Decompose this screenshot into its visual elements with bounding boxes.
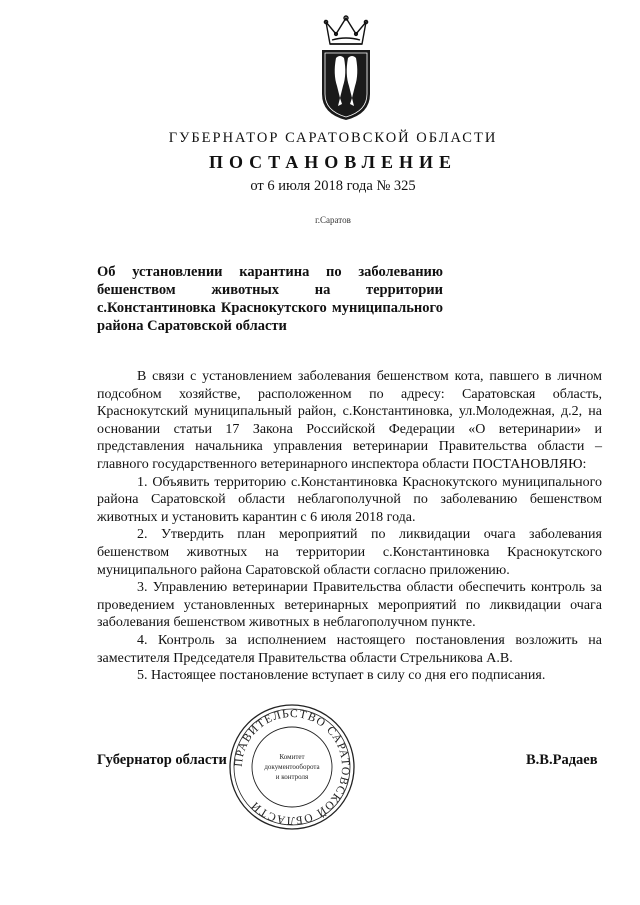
document-type-heading: ПОСТАНОВЛЕНИЕ — [208, 152, 458, 172]
preamble-paragraph: В связи с установлением заболевания бешенством кота, павшего в личном подсобном хозяйстве, расположенном по адресу: Саратовская область, Краснокутский муниципальный район, с.Константиновка, ул.Молодежная, д.2, на основании статьи 17 Закона Российской Федерации «О ветеринарии» и представления начальника управления ветеринарии Правительства области – главного государственного ветеринарного инспектора области ПОСТАНОВЛЯЮ: — [97, 369, 602, 472]
svg-text:и контроля: и контроля — [275, 773, 309, 781]
clause-2: 2. Утвердить план мероприятий по ликвидации очага заболевания бешенством животных на территории с.Константиновка Краснокутского муниципального района Саратовской области согласно приложению. — [97, 527, 602, 578]
svg-text:документооборота: документооборота — [264, 763, 320, 771]
clause-3: 3. Управлению ветеринарии Правительства области обеспечить контроль за проведением установленных ветеринарных мероприятий по ликвидации очага заболевания бешенством животных в неблагополучном пункте. — [97, 580, 602, 631]
svg-text:ПРАВИТЕЛЬСТВО САРАТОВСКОЙ ОБЛА: ПРАВИТЕЛЬСТВО САРАТОВСКОЙ ОБЛАСТИ — [232, 707, 352, 827]
clause-4: 4. Контроль за исполнением настоящего постановления возложить на заместителя Председателя Правительства области Стрельникова А.В. — [97, 632, 602, 666]
document-city: г.Саратов — [315, 215, 351, 225]
document-date-number: от 6 июля 2018 года № 325 — [250, 178, 416, 194]
clause-5: 5. Настоящее постановление вступает в силу со дня его подписания. — [137, 668, 546, 684]
signatory-name: В.В.Радаев — [526, 752, 598, 768]
svg-text:Комитет: Комитет — [279, 753, 305, 761]
document-subject: Об установлении карантина по заболеванию бешенством животных на территории с.Константиновка Краснокутского муниципального района Саратовской области — [97, 264, 443, 334]
document-body — [97, 368, 602, 685]
clause-1: 1. Объявить территорию с.Константиновка Краснокутского муниципального района Саратовской области неблагополучной по заболеванию бешенством животных и установить карантин с 6 июля 2018 года. — [97, 474, 602, 525]
governor-title: ГУБЕРНАТОР САРАТОВСКОЙ ОБЛАСТИ — [168, 130, 498, 146]
official-round-stamp-icon — [228, 703, 356, 831]
saratov-coat-of-arms-icon — [316, 14, 376, 122]
signatory-position: Губернатор области — [97, 752, 227, 768]
